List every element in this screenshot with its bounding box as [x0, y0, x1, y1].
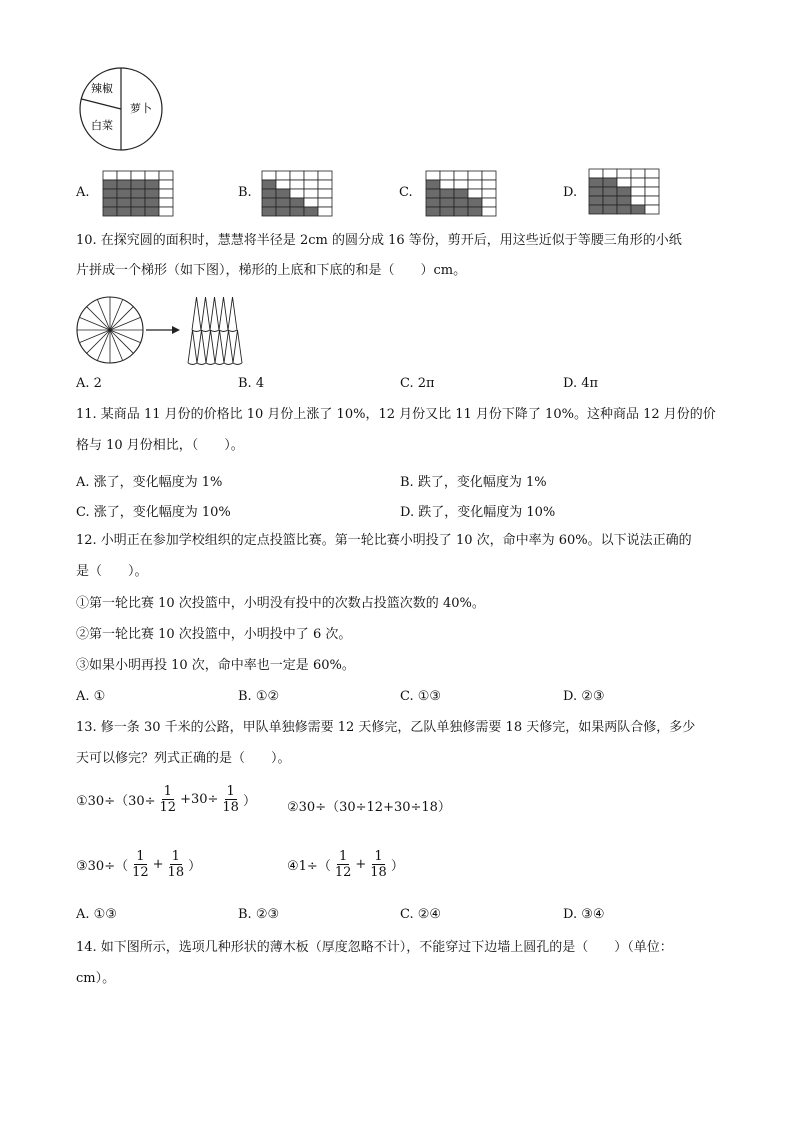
- empty-cell: [304, 189, 318, 198]
- q9-option-d-grid[interactable]: [588, 168, 660, 215]
- shaded-cell: [617, 205, 631, 214]
- shaded-cell: [426, 198, 440, 207]
- shaded-cell: [290, 207, 304, 216]
- shaded-cell: [262, 198, 276, 207]
- shaded-cell: [145, 198, 159, 207]
- shaded-cell: [276, 189, 290, 198]
- q10-stem-line2: 片拼成一个梯形（如下图），梯形的上底和下底的和是（ ）cm。: [76, 263, 467, 278]
- sector-line: [110, 330, 133, 353]
- empty-cell: [454, 171, 468, 180]
- shaded-cell: [117, 198, 131, 207]
- sector-piece: [219, 297, 228, 330]
- shaded-cell: [440, 207, 454, 216]
- empty-cell: [290, 180, 304, 189]
- shaded-cell: [262, 207, 276, 216]
- fraction-1-18: $\frac{1}{18}$: [222, 784, 239, 815]
- shaded-cell: [468, 207, 482, 216]
- q13-option-a[interactable]: A. ①③: [76, 907, 117, 922]
- q11-stem-line2: 格与 10 月份相比，（ ）。: [76, 438, 244, 453]
- empty-cell: [318, 198, 332, 207]
- q12-option-b[interactable]: B. ①②: [238, 689, 280, 704]
- vegetable-pie-chart: [76, 66, 166, 152]
- trapezoid-of-sectors: [188, 297, 242, 365]
- shaded-cell: [454, 198, 468, 207]
- empty-cell: [290, 171, 304, 180]
- shaded-cell: [103, 180, 117, 189]
- empty-cell: [304, 198, 318, 207]
- shaded-cell: [440, 189, 454, 198]
- sector-piece: [233, 330, 242, 363]
- empty-cell: [617, 178, 631, 187]
- empty-cell: [468, 171, 482, 180]
- sixteen-sector-circle: [77, 297, 143, 363]
- empty-cell: [645, 178, 659, 187]
- q12-stem-line2: 是（ ）。: [76, 564, 148, 579]
- fraction-1-12: $\frac{1}{12}$: [159, 784, 177, 815]
- empty-cell: [468, 180, 482, 189]
- empty-cell: [440, 171, 454, 180]
- empty-cell: [117, 171, 131, 180]
- empty-cell: [426, 171, 440, 180]
- q12-option-a[interactable]: A. ①: [76, 689, 106, 704]
- q9-option-a-grid[interactable]: [102, 170, 174, 217]
- q13-formula-4: ④1÷（ $\frac{1}{12}$ + $\frac{1}{18}$ ）: [287, 849, 404, 880]
- sector-arc: [210, 330, 219, 332]
- q10-option-a[interactable]: A. 2: [76, 376, 102, 391]
- empty-cell: [468, 189, 482, 198]
- shaded-cell: [276, 207, 290, 216]
- q13-stem-line2: 天可以修完？列式正确的是（ ）。: [76, 751, 291, 766]
- empty-cell: [603, 169, 617, 178]
- q12-statement-1: ①第一轮比赛 10 次投篮中，小明没有投中的次数占投篮次数的 40%。: [76, 596, 485, 611]
- empty-cell: [482, 198, 496, 207]
- shaded-cell: [603, 187, 617, 196]
- q13-formula-3: ③30÷（ $\frac{1}{12}$ + $\frac{1}{18}$ ）: [76, 849, 202, 880]
- shaded-cell: [631, 205, 645, 214]
- sector-line: [87, 307, 110, 330]
- pie-label-cabbage: 白菜: [91, 119, 113, 132]
- q13-option-b[interactable]: B. ②③: [238, 907, 280, 922]
- q11-option-d[interactable]: D. 跌了，变化幅度为 10%: [400, 505, 556, 520]
- sector-arc: [201, 330, 210, 332]
- shaded-cell: [426, 180, 440, 189]
- shaded-cell: [304, 207, 318, 216]
- sector-piece: [210, 297, 219, 330]
- q14-stem-line2: cm）。: [76, 971, 116, 986]
- q10-stem-line1: 10. 在探究圆的面积时，慧慧将半径是 2cm 的圆分成 16 等份，剪开后，用这些近似于等腰三角形的小纸: [76, 233, 682, 248]
- empty-cell: [276, 171, 290, 180]
- empty-cell: [103, 171, 117, 180]
- q12-option-c[interactable]: C. ①③: [400, 689, 442, 704]
- sector-piece: [224, 330, 233, 363]
- q14-stem-line1: 14. 如下图所示，选项几种形状的薄木板（厚度忽略不计），不能穿过下边墙上圆孔的是（ ）（单位：: [76, 940, 673, 955]
- sector-piece: [197, 330, 206, 363]
- q10-option-c[interactable]: C. 2π: [400, 376, 435, 391]
- q13-formula-2: ②30÷（30÷12+30÷18）: [287, 800, 451, 815]
- empty-cell: [631, 187, 645, 196]
- empty-cell: [482, 171, 496, 180]
- shaded-cell: [468, 198, 482, 207]
- q9-option-c-letter[interactable]: C.: [399, 185, 413, 200]
- shaded-cell: [145, 207, 159, 216]
- empty-cell: [631, 169, 645, 178]
- shaded-cell: [603, 196, 617, 205]
- q12-statement-3: ③如果小明再投 10 次，命中率也一定是 60%。: [76, 658, 355, 673]
- fraction-1-12: $\frac{1}{12}$: [334, 849, 352, 880]
- q12-statement-2: ②第一轮比赛 10 次投篮中，小明投中了 6 次。: [76, 627, 352, 642]
- empty-cell: [482, 189, 496, 198]
- empty-cell: [589, 169, 603, 178]
- sector-arc: [197, 363, 206, 365]
- shaded-cell: [603, 205, 617, 214]
- shaded-cell: [617, 196, 631, 205]
- empty-cell: [645, 187, 659, 196]
- empty-cell: [318, 180, 332, 189]
- q10-option-d[interactable]: D. 4π: [563, 376, 599, 391]
- shaded-cell: [290, 198, 304, 207]
- pie-label-radish: 萝卜: [130, 102, 152, 115]
- q13-stem-line1: 13. 修一条 30 千米的公路，甲队单独修需要 12 天修完，乙队单独修需要 18 天修完，如果两队合修，多少: [76, 720, 696, 735]
- q12-option-d[interactable]: D. ②③: [563, 689, 605, 704]
- shaded-cell: [426, 189, 440, 198]
- shaded-cell: [103, 189, 117, 198]
- empty-cell: [304, 171, 318, 180]
- empty-cell: [645, 196, 659, 205]
- sector-line: [110, 307, 133, 330]
- q11-stem-line1: 11. 某商品 11 月份的价格比 10 月份上涨了 10%，12 月份又比 11 月份下降了 10%。这种商品 12 月份的价: [76, 407, 716, 422]
- q9-option-b-grid[interactable]: [261, 170, 333, 217]
- q10-option-b[interactable]: B. 4: [238, 376, 265, 391]
- empty-cell: [159, 180, 173, 189]
- pie-label-pepper: 辣椒: [91, 82, 113, 95]
- sector-piece: [206, 330, 215, 363]
- q12-stem-line1: 12. 小明正在参加学校组织的定点投篮比赛。第一轮比赛小明投了 10 次，命中率为 60%。以下说法正确的: [76, 533, 692, 548]
- sector-arc: [233, 363, 242, 365]
- sector-arc: [224, 363, 233, 365]
- shaded-cell: [145, 180, 159, 189]
- shaded-cell: [426, 207, 440, 216]
- q9-option-c-grid[interactable]: [425, 170, 497, 217]
- q11-option-c[interactable]: C. 涨了，变化幅度为 10%: [76, 505, 231, 520]
- empty-cell: [290, 189, 304, 198]
- shaded-cell: [131, 198, 145, 207]
- shaded-cell: [145, 189, 159, 198]
- shaded-cell: [262, 189, 276, 198]
- shaded-cell: [589, 187, 603, 196]
- q9-option-b-letter[interactable]: B.: [238, 185, 252, 200]
- sector-arc: [228, 330, 237, 332]
- empty-cell: [617, 169, 631, 178]
- shaded-cell: [454, 189, 468, 198]
- shaded-cell: [454, 207, 468, 216]
- sector-arc: [219, 330, 228, 332]
- sector-piece: [192, 297, 201, 330]
- shaded-cell: [103, 207, 117, 216]
- shaded-cell: [617, 187, 631, 196]
- empty-cell: [454, 180, 468, 189]
- empty-cell: [131, 171, 145, 180]
- empty-cell: [440, 180, 454, 189]
- shaded-cell: [131, 207, 145, 216]
- circle-to-trapezoid-diagram: [74, 294, 244, 366]
- sector-arc: [188, 363, 197, 365]
- q11-option-a[interactable]: A. 涨了，变化幅度为 1%: [76, 475, 223, 490]
- shaded-cell: [262, 180, 276, 189]
- q11-option-b[interactable]: B. 跌了，变化幅度为 1%: [400, 475, 547, 490]
- q13-formula-1: ①30÷（30÷ $\frac{1}{12}$ +30÷ $\frac{1}{18}$ ）: [76, 784, 256, 815]
- shaded-cell: [117, 189, 131, 198]
- empty-cell: [262, 171, 276, 180]
- fraction-1-12: $\frac{1}{12}$: [132, 849, 149, 880]
- q9-option-a-letter[interactable]: A.: [76, 185, 90, 200]
- shaded-cell: [440, 198, 454, 207]
- shaded-cell: [103, 198, 117, 207]
- empty-cell: [304, 180, 318, 189]
- empty-cell: [159, 171, 173, 180]
- empty-cell: [631, 178, 645, 187]
- shaded-cell: [603, 178, 617, 187]
- fraction-1-18: $\frac{1}{18}$: [370, 849, 387, 880]
- shaded-cell: [131, 180, 145, 189]
- empty-cell: [645, 205, 659, 214]
- empty-cell: [645, 169, 659, 178]
- sector-arc: [206, 363, 215, 365]
- shaded-cell: [276, 198, 290, 207]
- empty-cell: [159, 207, 173, 216]
- shaded-cell: [589, 178, 603, 187]
- sector-piece: [228, 297, 237, 330]
- empty-cell: [159, 198, 173, 207]
- sector-piece: [188, 330, 197, 363]
- q13-option-d[interactable]: D. ③④: [563, 907, 605, 922]
- empty-cell: [145, 171, 159, 180]
- empty-cell: [318, 171, 332, 180]
- shaded-cell: [131, 189, 145, 198]
- sector-piece: [201, 297, 210, 330]
- empty-cell: [159, 189, 173, 198]
- empty-cell: [482, 207, 496, 216]
- sector-line: [87, 330, 110, 353]
- empty-cell: [482, 180, 496, 189]
- empty-cell: [631, 196, 645, 205]
- sector-arc: [215, 363, 224, 365]
- empty-cell: [276, 180, 290, 189]
- sector-piece: [215, 330, 224, 363]
- shaded-cell: [589, 205, 603, 214]
- q13-option-c[interactable]: C. ②④: [400, 907, 442, 922]
- sector-arc: [192, 330, 201, 332]
- shaded-cell: [117, 180, 131, 189]
- empty-cell: [318, 189, 332, 198]
- empty-cell: [318, 207, 332, 216]
- fraction-1-18: $\frac{1}{18}$: [167, 849, 185, 880]
- shaded-cell: [117, 207, 131, 216]
- q9-option-d-letter[interactable]: D.: [563, 185, 578, 200]
- shaded-cell: [589, 196, 603, 205]
